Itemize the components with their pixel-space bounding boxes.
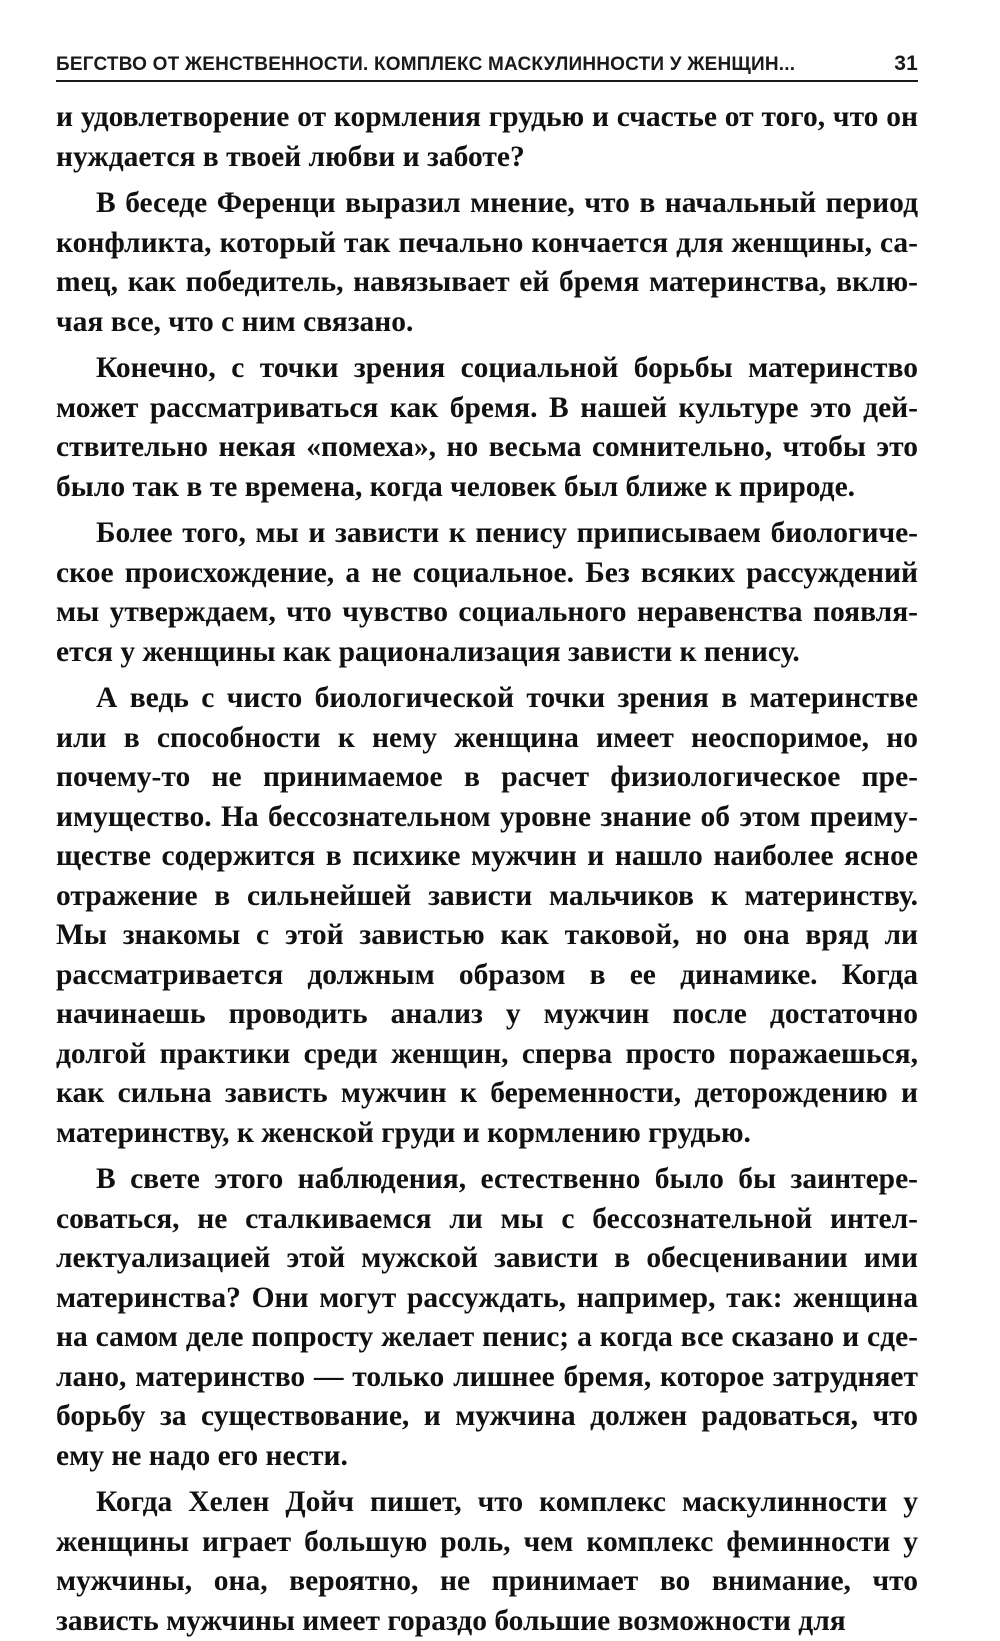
page-number: 31 [894,52,918,75]
paragraph: В свете этого наблюдения, естественно было бы заинтересоваться, не сталкиваемся ли мы с бессознательной интеллектуализацией этой мужской зависти в обесценивании ими материнства? Они могут рассуждать, например, так: женщина на самом деле попросту желает пенис; а когда все сказано и сделано, материнство — только лишнее бремя, которое затрудняет борьбу за существование, и мужчина должен радоваться, что ему не надо его нести. [56,1163,918,1472]
running-header [56,36,918,76]
paragraph: А ведь с чисто биологической точки зрения в материнстве или в способности к нему женщина имеет неоспоримое, но почему-то не принимаемое в расчет физиологическое преимущество. На бессознательном уровне знание об этом преимуществе содержится в психике мужчин и нашло наиболее ясное отражение в сильнейшей зависти мальчиков к материнству. Мы знакомы с этой завистью как таковой, но она вряд ли рассматривается должным образом в ее динамике. Когда начинаешь проводить анализ у мужчин после достаточно долгой практики среди женщин, сперва просто поражаешься, как сильна зависть мужчин к беременности, деторождению и материнству, к женской груди и кормлению грудью. [56,682,918,1149]
paragraph-continued: и удовлетворение от кормления грудью и счастье от того, что он нуждается в твоей любви и заботе? [56,101,918,173]
running-title: БЕГСТВО ОТ ЖЕНСТВЕННОСТИ. КОМПЛЕКС МАСКУЛИННОСТИ У ЖЕНЩИН... [56,54,796,75]
header-divider [56,80,918,82]
body-text [56,98,918,1641]
paragraph: Более того, мы и зависти к пенису приписываем биологическое происхождение, а не социальное. Без всяких рассуждений мы утверждаем, что чувство социального неравенства появляется у женщины как рационализация зависти к пенису. [56,517,918,668]
paragraph: Конечно, с точки зрения социальной борьбы материнство может рассматриваться как бремя. В нашей культуре это действительно некая «помеха», но весьма сомнительно, чтобы это было так в те времена, когда человек был ближе к природе. [56,352,918,503]
paragraph: Когда Хелен Дойч пишет, что комплекс маскулинности у женщины играет большую роль, чем комплекс феминности у мужчины, она, вероятно, не принимает во внимание, что зависть мужчины имеет гораздо большие возможности для [56,1486,918,1637]
paragraph: В беседе Ференци выразил мнение, что в начальный период конфликта, который так печально кончается для женщины, саmец, как победитель, навязывает ей бремя материнства, включая все, что с ним связано. [56,187,918,338]
